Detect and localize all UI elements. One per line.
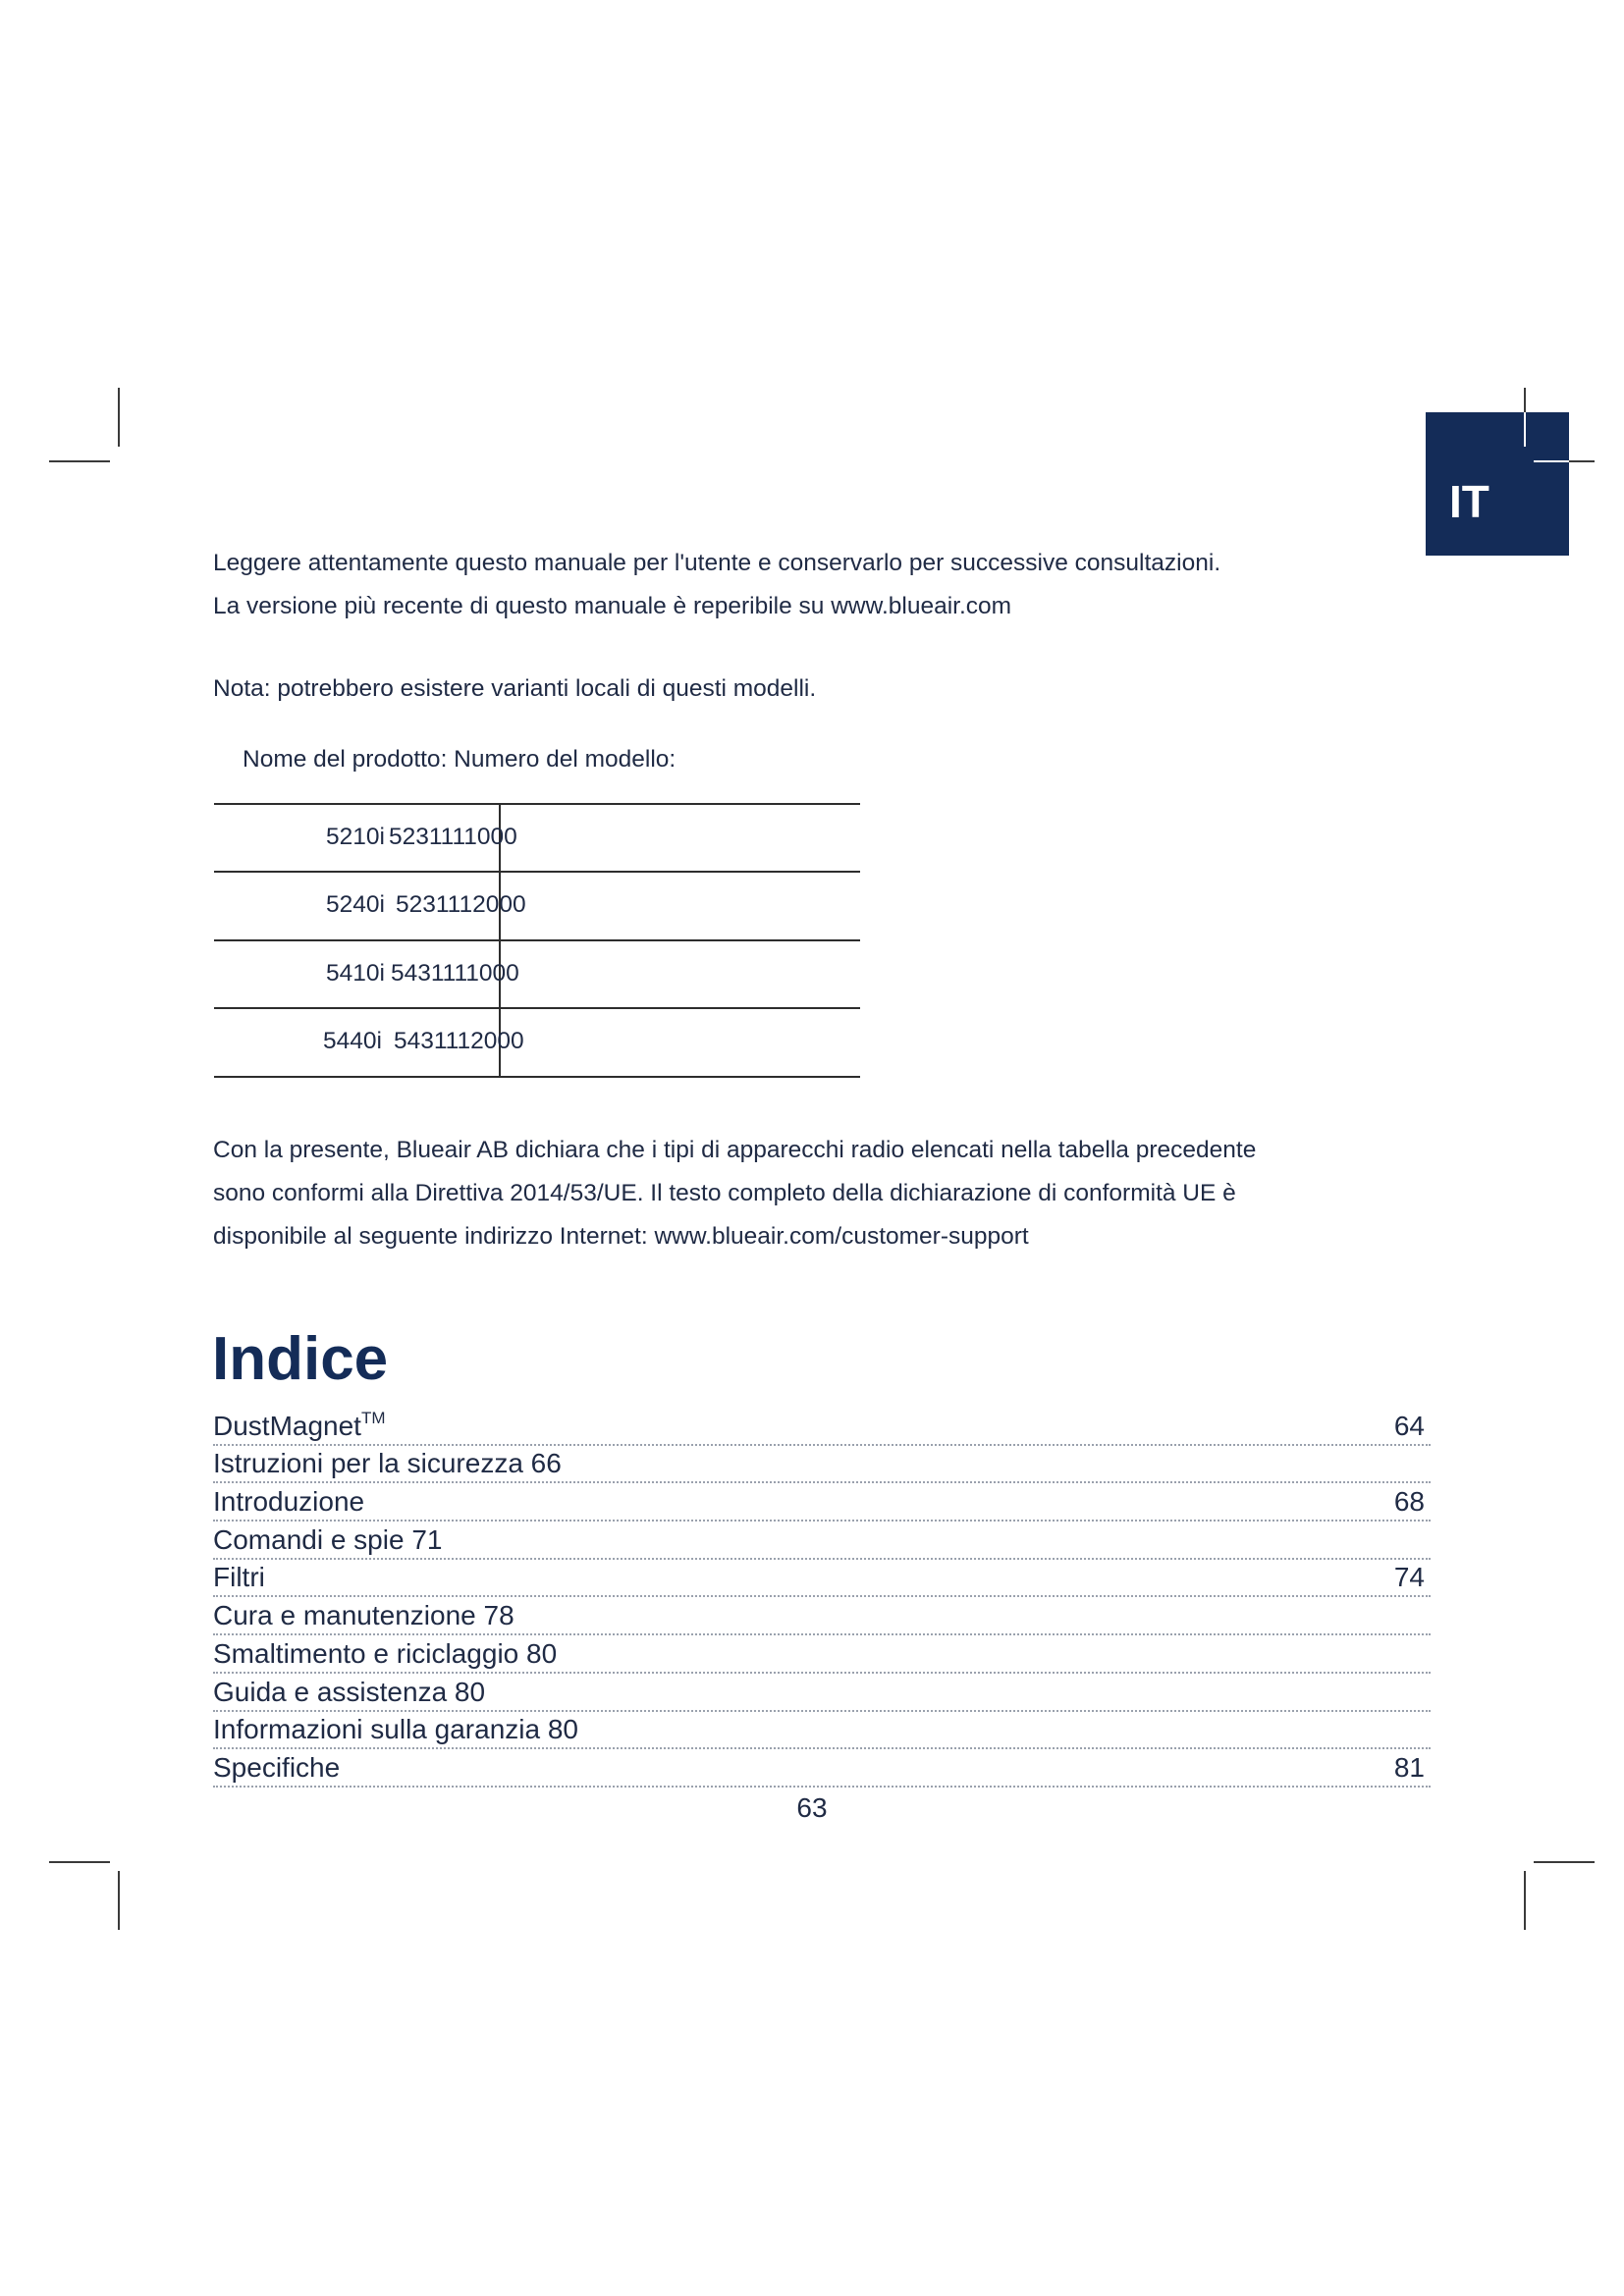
toc-entry-title: DustMagnet [213, 1410, 361, 1441]
toc-heading: Indice [212, 1325, 389, 1393]
toc-entry-label [213, 1409, 386, 1442]
toc-entry-page: 64 [1393, 1410, 1425, 1441]
toc-entry[interactable] [213, 1635, 1431, 1674]
page-number: 63 [796, 1792, 828, 1823]
model-number: 5431111000 [391, 960, 519, 987]
toc-entry[interactable] [213, 1597, 1431, 1635]
toc-entry[interactable] [213, 1408, 1431, 1446]
models-table [214, 803, 860, 1078]
toc-entry[interactable] [213, 1446, 1431, 1484]
table-rule [214, 871, 860, 873]
toc-entry-page: 74 [1393, 1562, 1425, 1593]
trademark-mark: TM [360, 1408, 386, 1427]
toc-entry-label: Smaltimento e riciclaggio 80 [213, 1637, 558, 1669]
language-tab [1426, 412, 1569, 556]
declaration-line-2: sono conformi alla Direttiva 2014/53/UE. Il testo completo della dichiarazione di conformità UE è [213, 1180, 1236, 1206]
model-number: 5431112000 [394, 1028, 524, 1054]
crop-mark [118, 1871, 120, 1930]
intro-line-2: La versione più recente di questo manuale è reperibile su www.blueair.com [213, 593, 1012, 619]
table-of-contents [213, 1408, 1431, 1788]
toc-entry-page: 81 [1393, 1751, 1425, 1783]
crop-mark [1534, 460, 1569, 462]
table-rule [214, 1076, 860, 1078]
declaration-line-1: Con la presente, Blueair AB dichiara che i tipi di apparecchi radio elencati nella tabella precedente [213, 1137, 1257, 1163]
crop-mark [1524, 1871, 1526, 1930]
toc-entry-label: Specifiche [213, 1751, 341, 1783]
toc-entry-label: Cura e manutenzione 78 [213, 1600, 514, 1631]
product-name: 5240i [326, 891, 385, 918]
declaration-line-3: disponibile al seguente indirizzo Internet: www.blueair.com/customer-support [213, 1223, 1029, 1250]
language-tab-label: IT [1449, 476, 1489, 527]
model-number: 5231111000 [389, 824, 517, 850]
note-text: Nota: potrebbero esistere varianti locali di questi modelli. [213, 675, 817, 702]
toc-entry-label: Introduzione [213, 1486, 365, 1518]
toc-entry[interactable] [213, 1712, 1431, 1750]
product-name: 5410i [326, 960, 385, 987]
table-rule [214, 803, 860, 805]
toc-entry-label: Informazioni sulla garanzia 80 [213, 1714, 578, 1745]
product-name: 5210i [326, 824, 385, 850]
toc-entry[interactable] [213, 1674, 1431, 1712]
toc-entry[interactable] [213, 1483, 1431, 1522]
crop-mark [49, 460, 110, 462]
toc-entry-page: 68 [1393, 1486, 1425, 1518]
intro-line-1: Leggere attentamente questo manuale per l'utente e conservarlo per successive consultazioni. [213, 550, 1221, 576]
model-number: 5231112000 [396, 891, 526, 918]
crop-mark [1524, 412, 1526, 447]
toc-entry-label: Comandi e spie 71 [213, 1523, 443, 1555]
table-rule [214, 1007, 860, 1009]
table-rule [214, 939, 860, 941]
toc-entry[interactable] [213, 1749, 1431, 1788]
toc-entry-label: Filtri [213, 1562, 265, 1593]
toc-entry[interactable] [213, 1522, 1431, 1560]
table-caption: Nome del prodotto: Numero del modello: [243, 746, 677, 773]
toc-entry-label: Istruzioni per la sicurezza 66 [213, 1448, 562, 1479]
crop-mark [1534, 1861, 1595, 1863]
crop-mark [118, 388, 120, 447]
toc-entry[interactable] [213, 1560, 1431, 1598]
product-name: 5440i [323, 1028, 382, 1054]
crop-mark [49, 1861, 110, 1863]
toc-entry-label: Guida e assistenza 80 [213, 1676, 486, 1707]
